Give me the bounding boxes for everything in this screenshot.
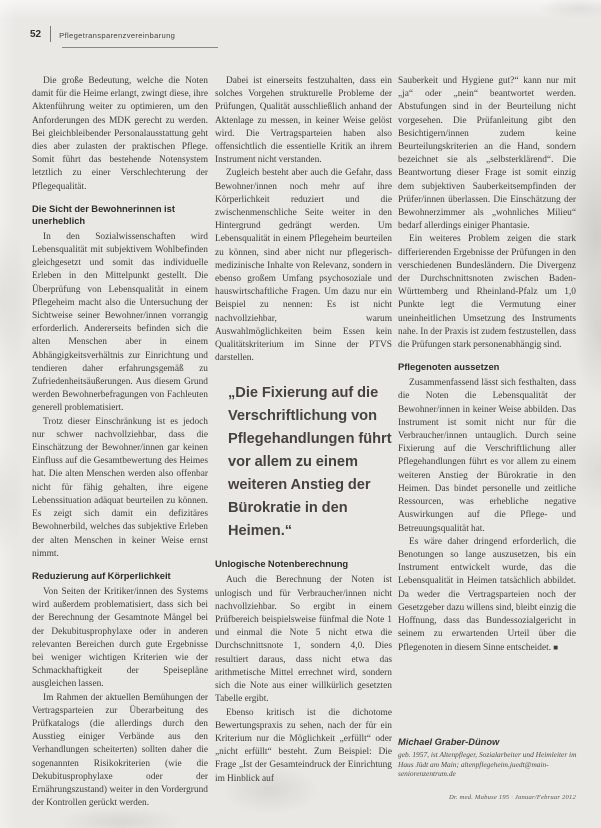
paragraph: In den Sozialwissenschaften wird Lebensqualität mit subjektivem Wohlbefinden gleichgesetzt und somit das individuelle Erleben in den Mittelpunkt gestellt. Die Überprüfung von Lebensqualität in einem Pflegeheim macht also die Untersuchung der Sichtweise seiner Bewohner/innen vorrangig erforderlich. Andererseits befinden sich die alten Menschen aber in einem Abhängigkeitsverhältnis zur Einrichtung und tendieren daher erfahrungsgemäß zu Zufriedenheitsäußerungen. Aus diesem Grund werden Bewohnerbefragungen von Fachleuten generell problematisiert.	[32, 231, 208, 414]
journal-footer: Dr. med. Mabuse 195 · Januar/Februar 2012	[448, 794, 576, 801]
paragraph	[398, 536, 576, 656]
author-block	[398, 737, 580, 779]
paragraph: Sauberkeit und Hygiene gut?“ kann nur mit „ja“ oder „nein“ beantwortet werden. Abstufungen sind in der Beurteilung nicht vorgesehen. Die Prüfanleitung gibt den Besichtigern/innen zudem keine Beurteilungskriterien an die Hand, sondern bezeichnet sie als „selbsterklärend“. Die Beantwortung dieser Frage ist somit einzig dem subjektiven Sauberkeitsempfinden der Prüfer/innen überlassen. Die Einschätzung der Bewohnerzimmer als „wohnliches Milieu“ bedarf allerdings einiger Phantasie.	[398, 76, 576, 232]
column-1	[32, 75, 208, 810]
paragraph: Zusammenfassend lässt sich festhalten, dass die Noten die Lebensqualität der Bewohner/innen in keiner Weise abbilden. Das Instrument ist somit nicht nur für die Verbraucher/innen untauglich. Durch seine Fixierung auf die Verschriftlichung aller Pflegehandlungen führt es vor allem zu einem weiteren Anstieg der Bürokratie in den Heimen. Das bindet personelle und zeitliche Ressourcen, was erhebliche negative Auswirkungen auf die Pflege- und Betreuungsqualität hat.	[398, 378, 576, 534]
paragraph: Trotz dieser Einschränkung ist es jedoch nur schwer nachvollziehbar, dass die Einschätzung der Bewohner/innen gar keinen Einfluss auf die Gesamtbewertung des Heimes hat. Die alten Menschen werden also offenbar nicht für fähig gehalten, ihre eigene Lebenssituation adäquat beurteilen zu können. Es zeigt sich damit ein defizitäres Bewohnerbild, welches das subjektive Erleben der alten Menschen in keiner Weise ernst nimmt.	[32, 416, 208, 559]
author-bio: geb. 1957, ist Altenpfleger, Sozialarbeiter und Heimleiter im Haus Jüdt am Main; altenpflegeheim.juedt@main-seniorenzentrum.de	[398, 750, 577, 779]
header-rule	[62, 47, 218, 48]
heading-unlogische-notenberechnung: Unlogische Notenberechnung	[215, 558, 349, 570]
pull-quote: „Die Fixierung auf die Verschriftlichung von Pflegehandlungen führt vor allem zu einem weiteren Anstieg der Bürokratie in den Heimen.“	[228, 385, 392, 540]
section-title: Pflegetransparenzvereinbarung	[59, 30, 176, 40]
heading-reduzierung-koerperlichkeit: Reduzierung auf Körperlichkeit	[32, 569, 171, 581]
paragraph: Dabei ist einerseits festzuhalten, dass ein solches Vorgehen strukturelle Probleme der Prüfungen, Qualität ausschließlich anhand der Aktenlage zu messen, in keiner Weise gelöst wird. Die Vertragsparteien haben also offensichtlich die essentielle Kritik an ihrem Instrument nicht verstanden.	[215, 76, 392, 166]
paragraph: Die große Bedeutung, welche die Noten damit für die Heime erlangt, zwingt diese, ihre Aktenführung weiter zu optimieren, um den Anforderungen des MDK gerecht zu werden. Bei gleichbleibender Personalausstattung geht dies aber zulasten der praktischen Pflege. Somit führt das bestehende Notensystem letztlich zu einer Verschlechterung der Pflegequalität.	[32, 76, 208, 192]
page-header	[30, 26, 175, 42]
heading-pflegenoten-aussetzen: Pflegenoten aussetzen	[398, 361, 500, 373]
paragraph: Zugleich besteht aber auch die Gefahr, dass Bewohner/innen noch mehr auf ihre Körperlichkeit reduziert und die zwischenmenschliche Seite weiter in den Hintergrund gedrängt werden. Um Lebensqualität in einem Pflegeheim beurteilen zu können, sind aber nicht nur pflegerisch-medizinische Inhalte von Relevanz, sondern in ebenso großem Umfang psychosoziale und hauswirtschaftliche Fragen. Um dazu nur ein Beispiel zu nennen: Es ist nicht nachvollziehbar, warum Auswahlmöglichkeiten beim Essen kein Qualitätskriterium im Sinne der PTVS darstellen.	[215, 168, 392, 364]
paragraph: Im Rahmen der aktuellen Bemühungen der Vertragsparteien zur Überarbeitung des Prüfkatalogs (die allerdings durch den Ausstieg einiger Verbände aus den Verhandlungen scheiterten) sollten daher die sogenannten Risikokriterien (wie die Dekubitusprophylaxe oder der Ernährungszustand) weiter in den Vordergrund der Kontrollen gerückt werden.	[32, 692, 208, 809]
paragraph: Von Seiten der Kritiker/innen des Systems wird außerdem problematisiert, dass sich bei der Berechnung der Gesamtnote Mängel bei der Dekubitusprophylaxe oder in anderen relevanten Bereichen durch gute Ergebnisse bei weniger wichtigen Kriterien wie der Schmackhaftigkeit der Speisepläne ausgleichen lassen.	[32, 586, 208, 690]
paragraph: Ebenso kritisch ist die dichotome Bewertungspraxis zu sehen, nach der für ein Kriterium nur die Möglichkeit „erfüllt“ oder „nicht erfüllt“ besteht. Zum Beispiel: Die Frage „Ist der Gesamteindruck der Einrichtung im Hinblick auf	[215, 707, 392, 784]
header-divider	[50, 26, 51, 42]
column-3	[398, 75, 576, 656]
heading-sicht-der-bewohnerinnen: Die Sicht der Bewohnerinnen ist unerheblich	[32, 202, 175, 226]
paragraph-text: Es wäre daher dringend erforderlich, die Benotungen so lange auszusetzen, bis ein Instrument entwickelt wurde, das die Lebensqualität in Heimen tatsächlich abbildet. Da weder die Vertragsparteien noch der Gesetzgeber dazu willens sind, bleibt einzig die Hoffnung, dass das Bundessozialgericht in seinem zu erwartenden Urteil über die Pflegenoten in diesem Sinne entscheidet.	[398, 536, 576, 654]
author-name: Michael Graber-Dünow	[398, 737, 500, 747]
column-2	[215, 75, 392, 786]
paragraph: Auch die Berechnung der Noten ist unlogisch und für Verbraucher/innen nicht nachvollziehbar. So ergibt in einem Prüfbereich beispielsweise fünfmal die Note 1 und einmal die Note 5 nicht etwa die Durchschnittsnote 1, sondern 4,0. Dies resultiert daraus, dass nicht etwa das arithmetische Mittel errechnet wird, sondern sich die Note aus einer willkürlich gesetzten Tabelle ergibt.	[215, 575, 392, 705]
end-of-article-marker: ■	[553, 643, 561, 653]
paragraph: Ein weiteres Problem zeigen die stark differierenden Ergebnisse der Prüfungen in den verschiedenen Bundesländern. Die Divergenz der Durchschnittsnoten zwischen Baden-Württemberg und Rheinland-Pfalz um 1,0 Punkte legt die Vermutung einer uneinheitlichen Umsetzung des Instruments nahe. In der Praxis ist zudem festzustellen, dass die Prüfungen stark personenabhängig sind.	[398, 234, 576, 351]
page-number: 52	[30, 28, 42, 40]
